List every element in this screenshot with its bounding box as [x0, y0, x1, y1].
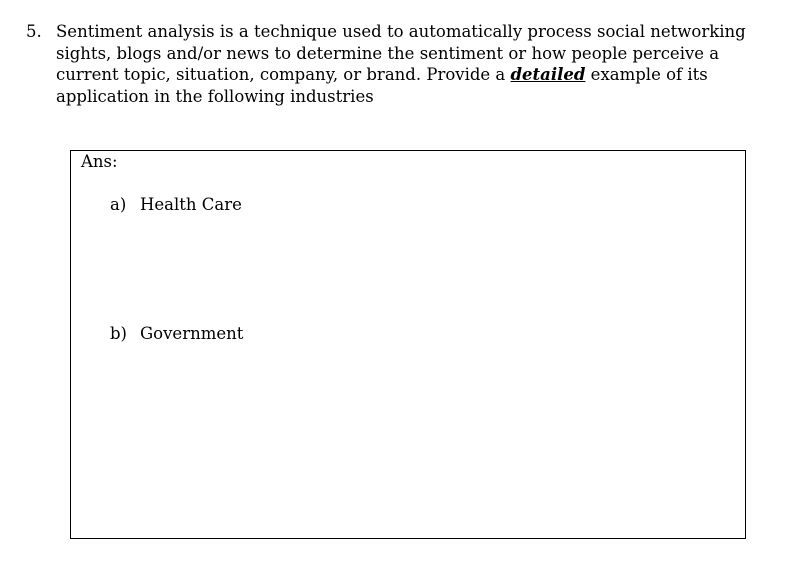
sub-item-marker: a): [110, 195, 127, 214]
sub-item-label: Health Care: [140, 195, 242, 214]
sub-item-label: Government: [140, 324, 244, 343]
answer-box[interactable]: [70, 150, 746, 539]
question-block: [26, 21, 766, 107]
question-number: 5.: [26, 22, 42, 41]
question-text-end: example of its application in the following industries: [56, 65, 708, 106]
question-text-start: Sentiment analysis is a technique used to automatically process social networking sights, blogs and/or news to determine the sentiment or how people perceive a current topic, situation, company, or brand. Provide a: [56, 22, 746, 84]
sub-item-government: [110, 324, 243, 343]
answer-label: Ans:: [81, 152, 118, 171]
question-text: [56, 21, 756, 107]
sub-item-health-care: [110, 195, 242, 214]
sub-item-marker: b): [110, 324, 127, 343]
question-emphasis: detailed: [510, 65, 586, 84]
